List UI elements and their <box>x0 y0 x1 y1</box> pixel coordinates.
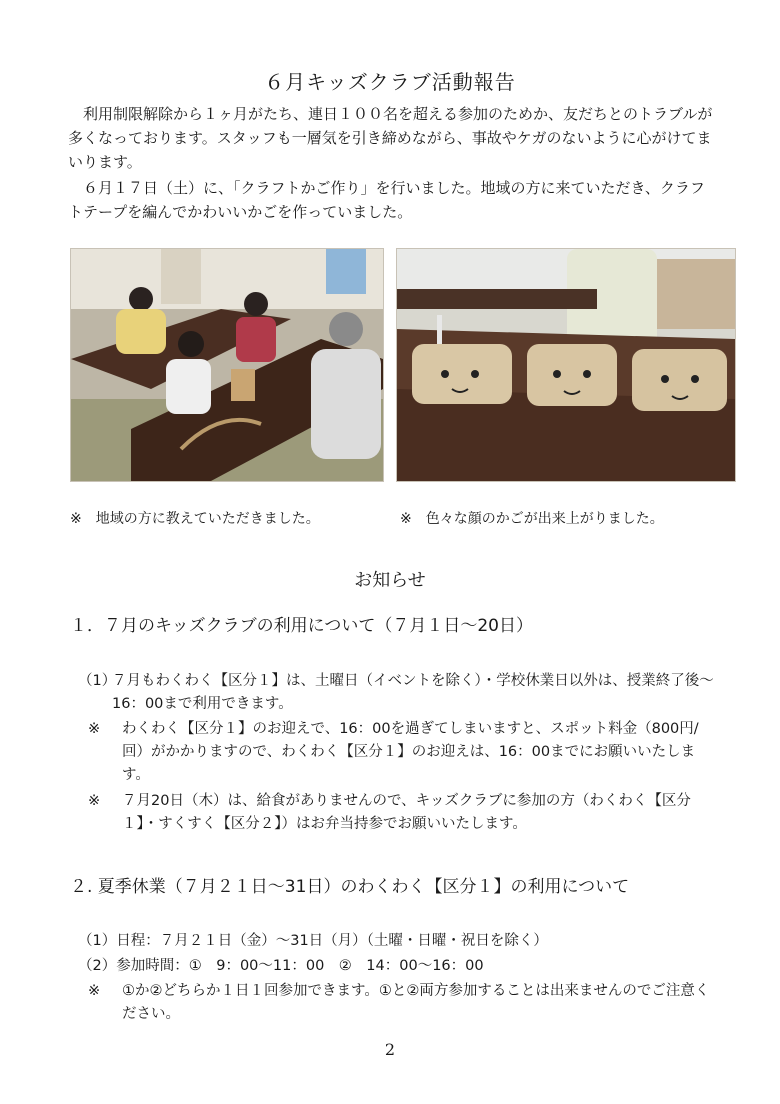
note-text: ７月20日（木）は、給食がありませんので、キッズクラブに参加の方（わくわく【区分１】・すくすく【区分２】）はお弁当持参でお願いいたします。 <box>122 793 691 832</box>
notice-title: お知らせ <box>354 570 426 591</box>
section-1-heading: １．７月のキッズクラブの利用について（７月１日～20日） <box>70 616 533 636</box>
note-text: わくわく【区分１】のお迎えで、16：00を過ぎてしまいますと、スポット料金（800円/回）がかかりますので、わくわく【区分１】のお迎えは、16：00までにお願いいたします。 <box>122 721 699 783</box>
note-mark: ※ <box>88 983 101 999</box>
note-mark: ※ <box>88 793 101 809</box>
report-paragraph-2: ６月１７日（土）に、「クラフトかご作り」を行いました。地域の方に来ていただき、クラフトテープを編んでかわいいかごを作っていました。 <box>68 179 705 221</box>
section-1-note-2 <box>88 790 720 836</box>
section-2-note <box>88 980 720 1026</box>
report-paragraph-1: 利用制限解除から１ヶ月がたち、連日１００名を超える参加のためか、友だちとのトラブルが多くなっております。スタッフも一層気を引き締めながら、事故やケガのないように心がけてまいります。 <box>68 105 713 171</box>
section-2-schedule: （1）日程：７月２１日（金）～31日（月）（土曜・日曜・祝日を除く） <box>78 933 548 949</box>
children-crafting-image <box>71 249 383 481</box>
finished-baskets-image <box>397 249 735 481</box>
section-1-note-1 <box>88 718 720 787</box>
page-number: 2 <box>384 1040 396 1059</box>
section-1-item-1 <box>78 670 718 716</box>
report-title: ６月キッズクラブ活動報告 <box>264 70 516 94</box>
section-2-time: （2）参加時間：① 9：00～11：00 ② 14：00～16：00 <box>78 958 484 974</box>
item-number: （1） <box>78 673 117 689</box>
photo-caption-right: ※ 色々な顔のかごが出来上がりました。 <box>400 511 664 527</box>
craft-photo-right <box>396 248 736 482</box>
craft-photo-left <box>70 248 384 482</box>
note-mark: ※ <box>88 721 101 737</box>
section-2-heading: ２. 夏季休業（７月２１日～31日）のわくわく【区分１】の利用について <box>70 877 630 897</box>
photo-caption-left: ※ 地域の方に教えていただきました。 <box>70 511 320 527</box>
item-text: ７月もわくわく【区分１】は、土曜日（イベントを除く）・学校休業日以外は、授業終了後～16：00まで利用できます。 <box>112 673 714 712</box>
note-text: ①か②どちらか１日１回参加できます。①と②両方参加することは出来ませんのでご注意ください。 <box>122 983 710 1022</box>
